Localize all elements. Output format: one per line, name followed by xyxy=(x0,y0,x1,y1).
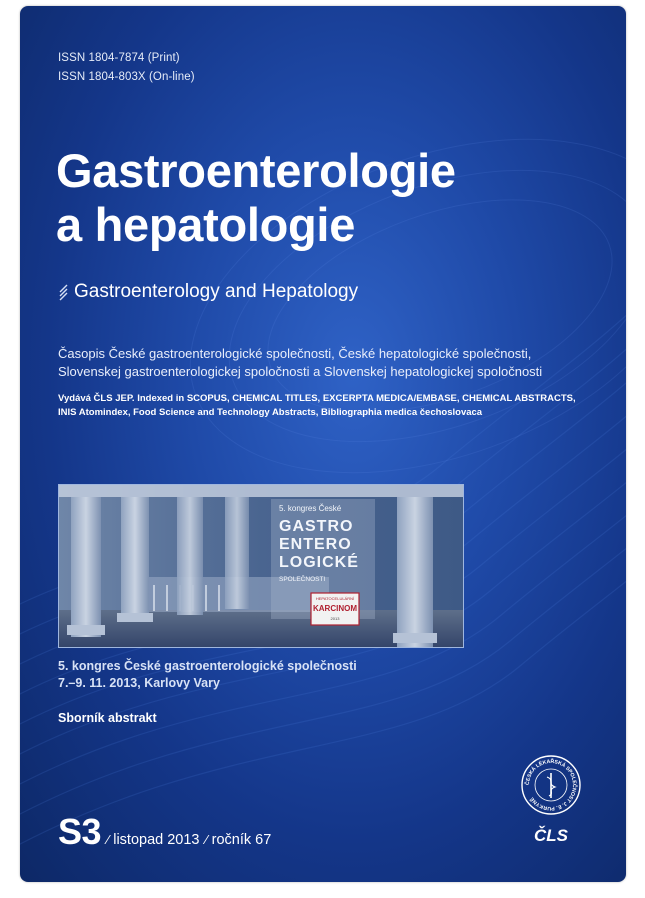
banner-text-5: SPOLEČNOSTI xyxy=(279,576,326,583)
subtitle-text: Gastroenterology and Hepatology xyxy=(74,281,359,302)
society-seal-icon xyxy=(520,754,582,816)
journal-description xyxy=(58,345,618,381)
banner-text-1: 5. kongres České xyxy=(279,504,342,513)
sign-year-text: 2013 xyxy=(330,616,340,621)
title-line-1: Gastroenterologie xyxy=(56,144,456,197)
journal-subtitle xyxy=(59,281,358,303)
seal-text: ČESKÁ LÉKAŘSKÁ SPOLEČNOST J. E. PURKYNĚ xyxy=(524,758,578,812)
indexed-line-1: Vydává ČLS JEP. Indexed in SCOPUS, CHEMICAL TITLES, EXCERPTA MEDICA/EMBASE, CHEMICAL ABSTRACTS, xyxy=(58,393,576,404)
separator-icon: ⁄ xyxy=(205,832,208,847)
issue-info xyxy=(58,811,271,853)
sign-big-text: KARCINOM xyxy=(313,604,357,613)
issn-print: ISSN 1804-7874 (Print) xyxy=(58,52,180,64)
issue-number: S3 xyxy=(58,811,102,852)
journal-cover xyxy=(20,6,626,882)
indexed-line-2: INIS Atomindex, Food Science and Technology Abstracts, Bibliographia medica čechoslovaca xyxy=(58,407,483,418)
congress-line-2: 7.–9. 11. 2013, Karlovy Vary xyxy=(58,676,220,690)
banner-text-3: ENTERO xyxy=(279,536,352,553)
congress-line-1: 5. kongres České gastroenterologické společnosti xyxy=(58,659,357,673)
colonnade-illustration xyxy=(59,485,463,647)
journal-title xyxy=(56,144,456,252)
decorative-swirl xyxy=(20,6,626,882)
abstract-label: Sborník abstrakt xyxy=(58,711,157,725)
congress-info xyxy=(58,658,357,692)
issue-date: listopad 2013 xyxy=(113,832,200,848)
title-line-2: a hepatologie xyxy=(56,198,356,251)
sign-small-text: HEPATOCELULÁRNÍ xyxy=(315,596,355,601)
issn-online: ISSN 1804-803X (On-line) xyxy=(58,71,195,83)
banner-text-4: LOGICKÉ xyxy=(279,554,359,571)
description-line-1: Časopis České gastroenterologické společnosti, České hepatologické společnosti, xyxy=(58,346,532,361)
banner-text-2: GASTRO xyxy=(279,518,354,535)
indexing-info xyxy=(58,392,618,420)
issue-volume: ročník 67 xyxy=(211,832,272,848)
stripes-icon xyxy=(59,284,68,301)
cls-logo-text: ČLS xyxy=(534,826,568,845)
separator-icon: ⁄ xyxy=(107,832,110,847)
colonnade-photo xyxy=(58,484,464,648)
cls-logo-icon xyxy=(526,819,576,849)
description-line-2: Slovenskej gastroenterologickej spoločnosti a Slovenskej hepatologickej spoločnosti xyxy=(58,364,543,379)
